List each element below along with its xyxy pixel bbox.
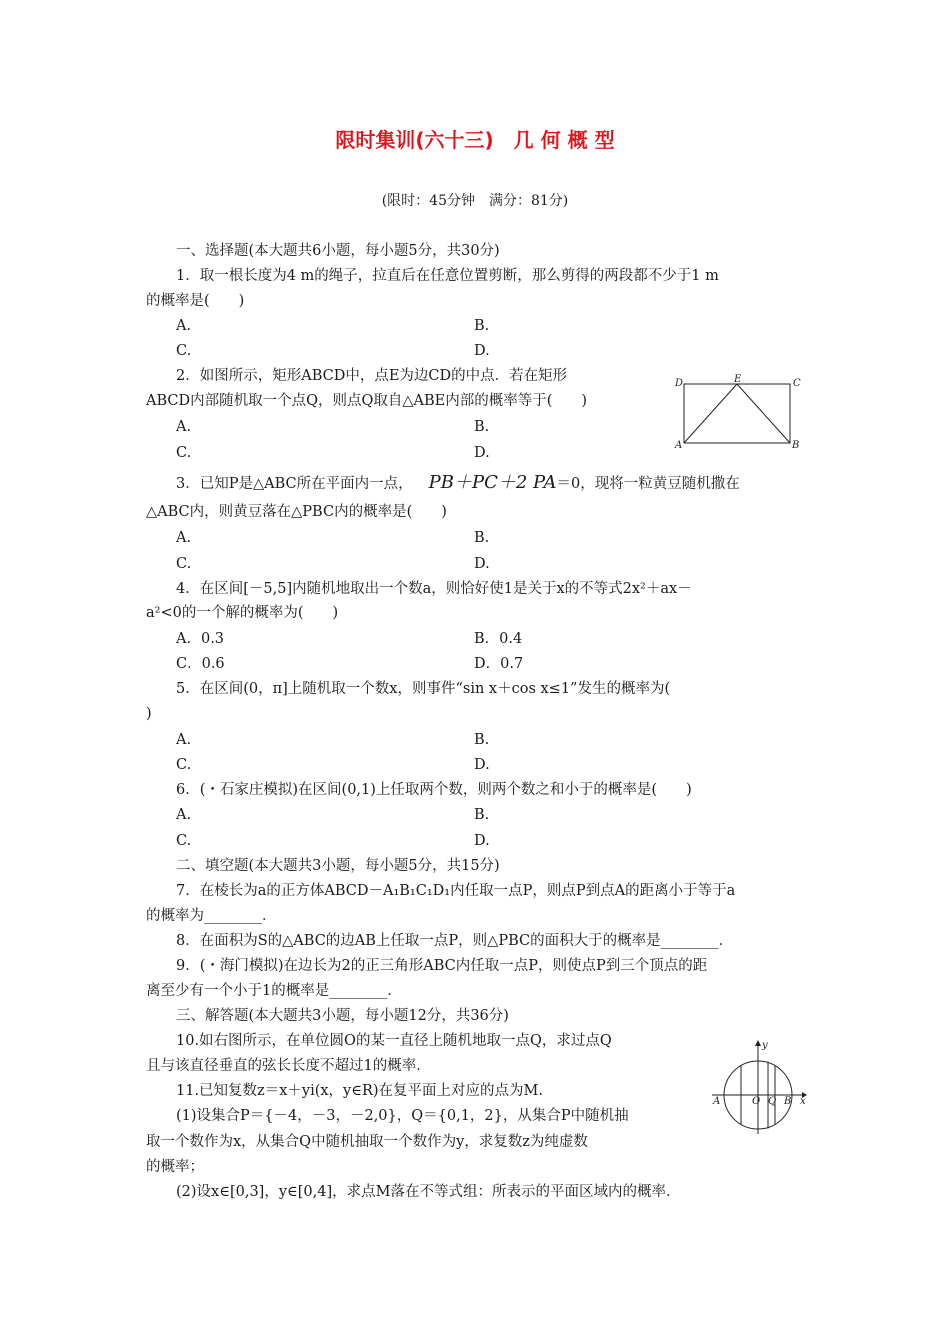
q4-option-d: D．0.7 (474, 656, 524, 672)
q4-option-a: A．0.3 (176, 631, 225, 647)
q5-text-cont: ) (146, 706, 152, 722)
q1-option-c: C. (176, 343, 192, 359)
unit-circle-figure (706, 1038, 810, 1138)
section-fill-heading: 二、填空题(本大题共3小题，每小题5分，共15分) (176, 858, 500, 874)
q3-text (176, 474, 740, 493)
fig2-label-b: B (784, 1096, 792, 1107)
q8-text: 8．在面积为S的△ABC的边AB上任取一点P，则△PBC的面积大于的概率是________． (176, 933, 734, 949)
q1-option-d: D. (474, 343, 490, 359)
q1-text: 1．取一根长度为4 m的绳子，拉直后在任意位置剪断，那么剪得的两段都不少于1 m (176, 268, 719, 284)
q3-option-b: B. (474, 530, 490, 546)
q4-text-cont: a²<0的一个解的概率为( ) (146, 605, 339, 621)
fig2-label-x: x (800, 1096, 806, 1107)
fig1-label-a: A (675, 440, 683, 451)
fig2-label-y: y (762, 1040, 768, 1051)
q3-option-a: A. (176, 530, 192, 546)
q6-text: 6．(・石家庄模拟)在区间(0,1)上任取两个数，则两个数之和小于的概率是( ) (176, 782, 692, 798)
fig2-label-o: O (752, 1096, 761, 1107)
rectangle-figure (672, 372, 812, 452)
q11-part1: (1)设集合P＝{－4，－3，－2,0}，Q＝{0,1，2}，从集合P中随机抽 (176, 1108, 629, 1124)
q6-option-c: C. (176, 833, 192, 849)
fig1-label-c: C (793, 378, 801, 389)
q2-option-c: C. (176, 445, 192, 461)
page-title: 限时集训(六十三) 几 何 概 型 (335, 128, 615, 152)
page-subtitle: (限时：45分钟 满分：81分) (381, 193, 569, 209)
q5-option-d: D. (474, 757, 490, 773)
q5-option-b: B. (474, 732, 490, 748)
q7-text: 7．在棱长为a的正方体ABCD－A₁B₁C₁D₁内任取一点P，则点P到点A的距离小于等于a (176, 883, 736, 899)
q6-option-b: B. (474, 807, 490, 823)
q4-option-b: B．0.4 (474, 631, 523, 647)
q7-text-cont: 的概率为________． (146, 908, 277, 924)
q3-option-d: D. (474, 556, 490, 572)
q11-part1-cont2: 的概率； (146, 1159, 204, 1175)
q5-option-c: C. (176, 757, 192, 773)
q2-text: 2．如图所示，矩形ABCD中，点E为边CD的中点．若在矩形 (176, 368, 568, 384)
q5-option-a: A. (176, 732, 192, 748)
q9-text: 9．(・海门模拟)在边长为2的正三角形ABC内任取一点P，则使点P到三个顶点的距 (176, 958, 708, 974)
q6-option-d: D. (474, 833, 490, 849)
q11-text: 11.已知复数z＝x＋yi(x，y∈R)在复平面上对应的点为M. (176, 1083, 543, 1099)
section-solution-heading: 三、解答题(本大题共3小题，每小题12分，共36分) (176, 1008, 509, 1024)
q1-option-b: B. (474, 318, 490, 334)
q3-vector-expression: PB＋PC＋2 PA (428, 472, 557, 493)
q2-option-d: D. (474, 445, 490, 461)
q4-text: 4．在区间[－5,5]内随机地取出一个数a，则恰好使1是关于x的不等式2x²＋ax－ (176, 581, 692, 597)
fig1-label-d: D (675, 378, 684, 389)
fig2-label-q: Q (768, 1096, 777, 1107)
q3-text-part1: 3．已知P是△ABC所在平面内一点， (176, 476, 413, 492)
q2-text-cont: ABCD内部随机取一个点Q，则点Q取自△ABE内部的概率等于( ) (146, 393, 588, 409)
q3-text-cont: △ABC内，则黄豆落在△PBC内的概率是( ) (146, 504, 447, 520)
q4-option-c: C．0.6 (176, 656, 225, 672)
q10-text: 10.如右图所示，在单位圆O的某一直径上随机地取一点Q，求过点Q (176, 1033, 612, 1049)
q10-text-cont: 且与该直径垂直的弦长长度不超过1的概率． (146, 1058, 431, 1074)
q5-text: 5．在区间(0，π]上随机取一个数x，则事件“sin x＋cos x≤1”发生的概率为( (176, 681, 671, 697)
fig1-label-e: E (734, 374, 742, 385)
q11-part2: (2)设x∈[0,3]，y∈[0,4]，求点M落在不等式组：所表示的平面区域内的概率． (176, 1184, 681, 1200)
q3-text-part2: ＝0，现将一粒黄豆随机撒在 (556, 476, 740, 492)
q9-text-cont: 离至少有一个小于1的概率是________． (146, 983, 402, 999)
fig1-label-b: B (792, 440, 800, 451)
q11-part1-cont: 取一个数作为x，从集合Q中随机抽取一个数作为y，求复数z为纯虚数 (146, 1134, 588, 1150)
q2-option-b: B. (474, 419, 490, 435)
fig2-label-a: A (713, 1096, 721, 1107)
q2-option-a: A. (176, 419, 192, 435)
q6-option-a: A. (176, 807, 192, 823)
q3-option-c: C. (176, 556, 192, 572)
q1-text-cont: 的概率是( ) (146, 293, 245, 309)
q1-option-a: A. (176, 318, 192, 334)
section-choice-heading: 一、选择题(本大题共6小题，每小题5分，共30分) (176, 243, 500, 259)
